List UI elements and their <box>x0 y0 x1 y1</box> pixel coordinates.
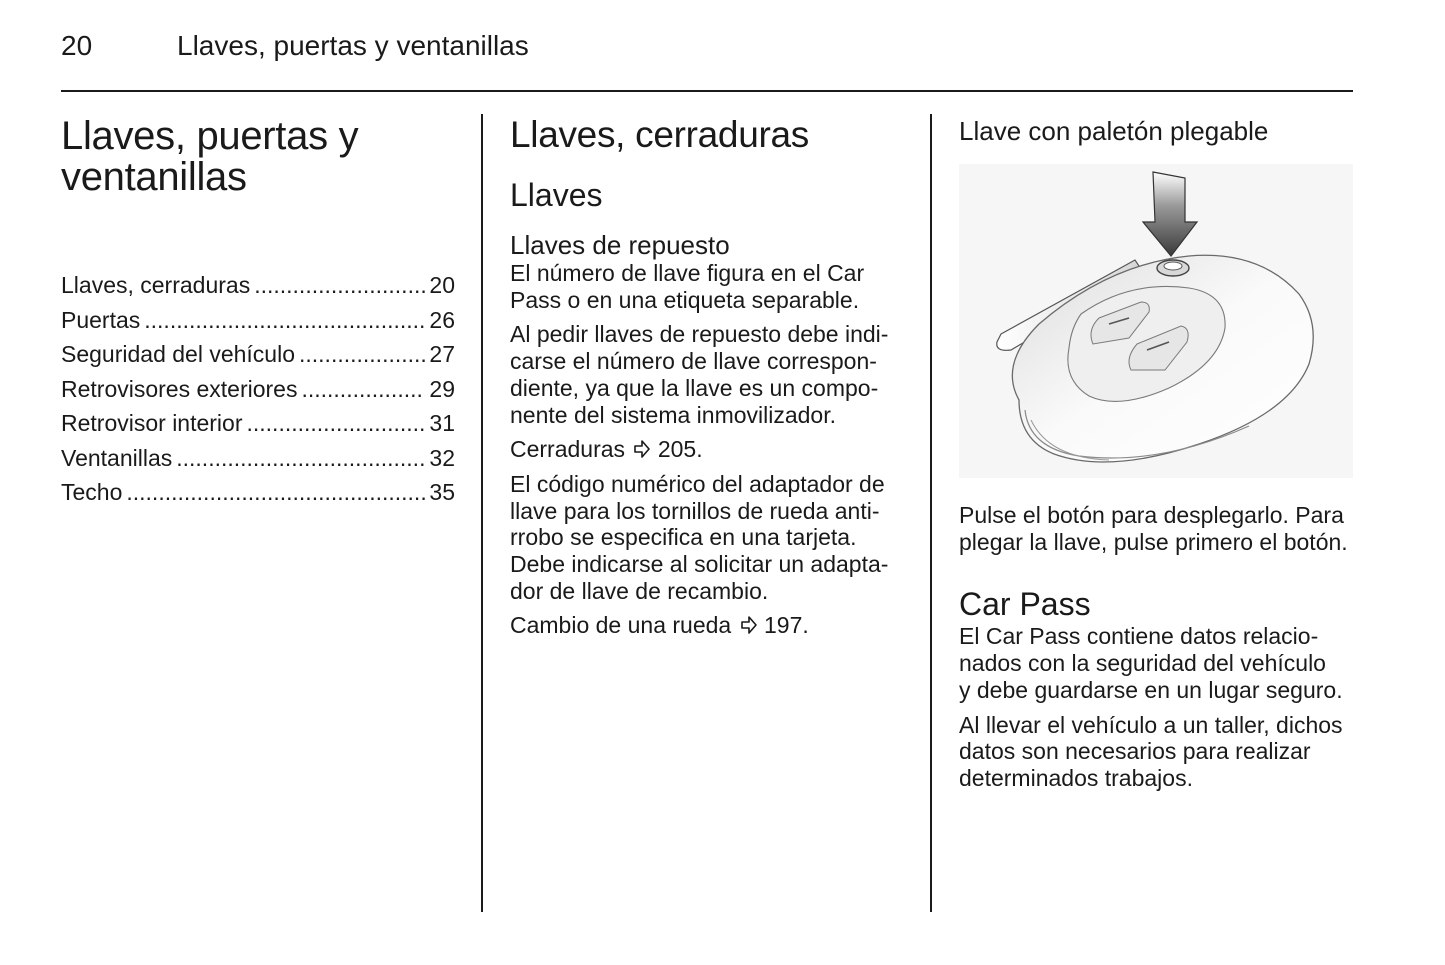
text-line: El número de llave figura en el Car <box>510 260 865 286</box>
text-line: diente, ya que la llave es un compo- <box>510 374 879 401</box>
column-2 <box>510 114 906 639</box>
text-line: datos son necesarios para realizar <box>959 738 1311 765</box>
column-3 <box>959 114 1353 792</box>
folding-key-icon <box>959 164 1353 478</box>
text-line: Pass o en una etiqueta separable. <box>510 286 860 313</box>
text-line: plegar la llave, pulse primero el botón. <box>959 528 1348 555</box>
column-divider-1 <box>481 114 483 912</box>
text-line: Al llevar el vehículo a un taller, dichos <box>959 711 1343 738</box>
car-pass-title: Car Pass <box>959 586 1091 623</box>
subsection-title: Llaves <box>510 177 603 213</box>
toc-entry[interactable] <box>61 441 455 476</box>
text-line: Pulse el botón para desplegarlo. Para <box>959 502 1344 528</box>
paragraph-car-pass <box>959 623 1353 703</box>
text-line: Al pedir llaves de repuesto debe indi- <box>510 321 889 348</box>
toc-page: 35 <box>429 479 455 505</box>
text-line: Debe indicarse al solicitar un adapta- <box>510 551 889 578</box>
text-line: El Car Pass contiene datos relacio- <box>959 623 1319 650</box>
chapter-title-line-1: Llaves, puertas y <box>61 114 359 158</box>
toc-entry[interactable] <box>61 268 455 303</box>
toc-label: Retrovisores exteriores <box>61 375 298 402</box>
chapter-title <box>61 116 455 198</box>
cross-reference-arrow-icon <box>633 439 651 459</box>
toc-leader-dots <box>254 268 425 303</box>
toc-page: 32 <box>429 444 455 471</box>
column-divider-2 <box>930 114 932 912</box>
chapter-title-line-2: ventanillas <box>61 155 247 199</box>
table-of-contents <box>61 268 455 510</box>
text-line: llave para los tornillos de rueda anti- <box>510 497 880 524</box>
toc-label: Seguridad del vehículo <box>61 341 295 367</box>
toc-page: 29 <box>429 375 455 402</box>
toc-leader-dots <box>126 475 425 510</box>
toc-leader-dots <box>301 372 425 407</box>
paragraph-spare-keys <box>510 321 906 428</box>
toc-page: 31 <box>429 410 455 436</box>
toc-label: Retrovisor interior <box>61 410 243 436</box>
subsubsection-title: Llaves de repuesto <box>510 230 730 260</box>
toc-entry[interactable] <box>61 303 455 338</box>
cross-reference-arrow-icon <box>740 615 758 635</box>
text-line: y debe guardarse en un lugar seguro. <box>959 676 1343 703</box>
cross-reference-locks[interactable] <box>510 436 906 463</box>
toc-entry[interactable] <box>61 337 455 372</box>
cross-reference-page: 197. <box>764 612 809 639</box>
column-1 <box>61 114 455 510</box>
toc-entry[interactable] <box>61 372 455 407</box>
text-line: determinados trabajos. <box>959 764 1193 791</box>
text-line: nente del sistema inmovilizador. <box>510 401 836 428</box>
text-line: El código numérico del adaptador de <box>510 470 885 497</box>
folding-key-figure <box>959 164 1353 478</box>
paragraph-workshop <box>959 712 1353 792</box>
toc-leader-dots <box>299 337 425 372</box>
cross-reference-text: Cerraduras <box>510 436 626 463</box>
toc-leader-dots <box>176 441 425 476</box>
figure-caption <box>959 502 1353 555</box>
cross-reference-text: Cambio de una rueda <box>510 612 732 639</box>
toc-label: Puertas <box>61 306 141 333</box>
cross-reference-page: 205. <box>657 436 703 463</box>
text-line: dor de llave de recambio. <box>510 577 769 604</box>
header-rule <box>61 90 1353 92</box>
toc-page: 27 <box>429 341 455 367</box>
text-line: rrobo se especifica en una tarjeta. <box>510 524 857 551</box>
section-title: Llaves, cerraduras <box>510 114 809 155</box>
toc-leader-dots <box>144 303 425 338</box>
toc-leader-dots <box>247 406 426 441</box>
running-title: Llaves, puertas y ventanillas <box>177 30 529 61</box>
toc-label: Ventanillas <box>61 444 173 471</box>
toc-entry[interactable] <box>61 475 455 510</box>
toc-label: Techo <box>61 479 123 505</box>
cross-reference-wheel-change[interactable] <box>510 612 906 639</box>
text-line: nados con la seguridad del vehículo <box>959 650 1326 677</box>
paragraph-wheel-lock-adapter <box>510 471 906 605</box>
toc-page: 26 <box>429 306 455 333</box>
toc-entry[interactable] <box>61 406 455 441</box>
figure-title: Llave con paletón plegable <box>959 116 1269 146</box>
toc-label: Llaves, cerraduras <box>61 272 251 298</box>
running-header <box>61 30 529 62</box>
page-number: 20 <box>61 30 93 61</box>
toc-page: 20 <box>429 272 455 298</box>
text-line: carse el número de llave correspon- <box>510 348 877 375</box>
paragraph-key-number <box>510 260 906 313</box>
